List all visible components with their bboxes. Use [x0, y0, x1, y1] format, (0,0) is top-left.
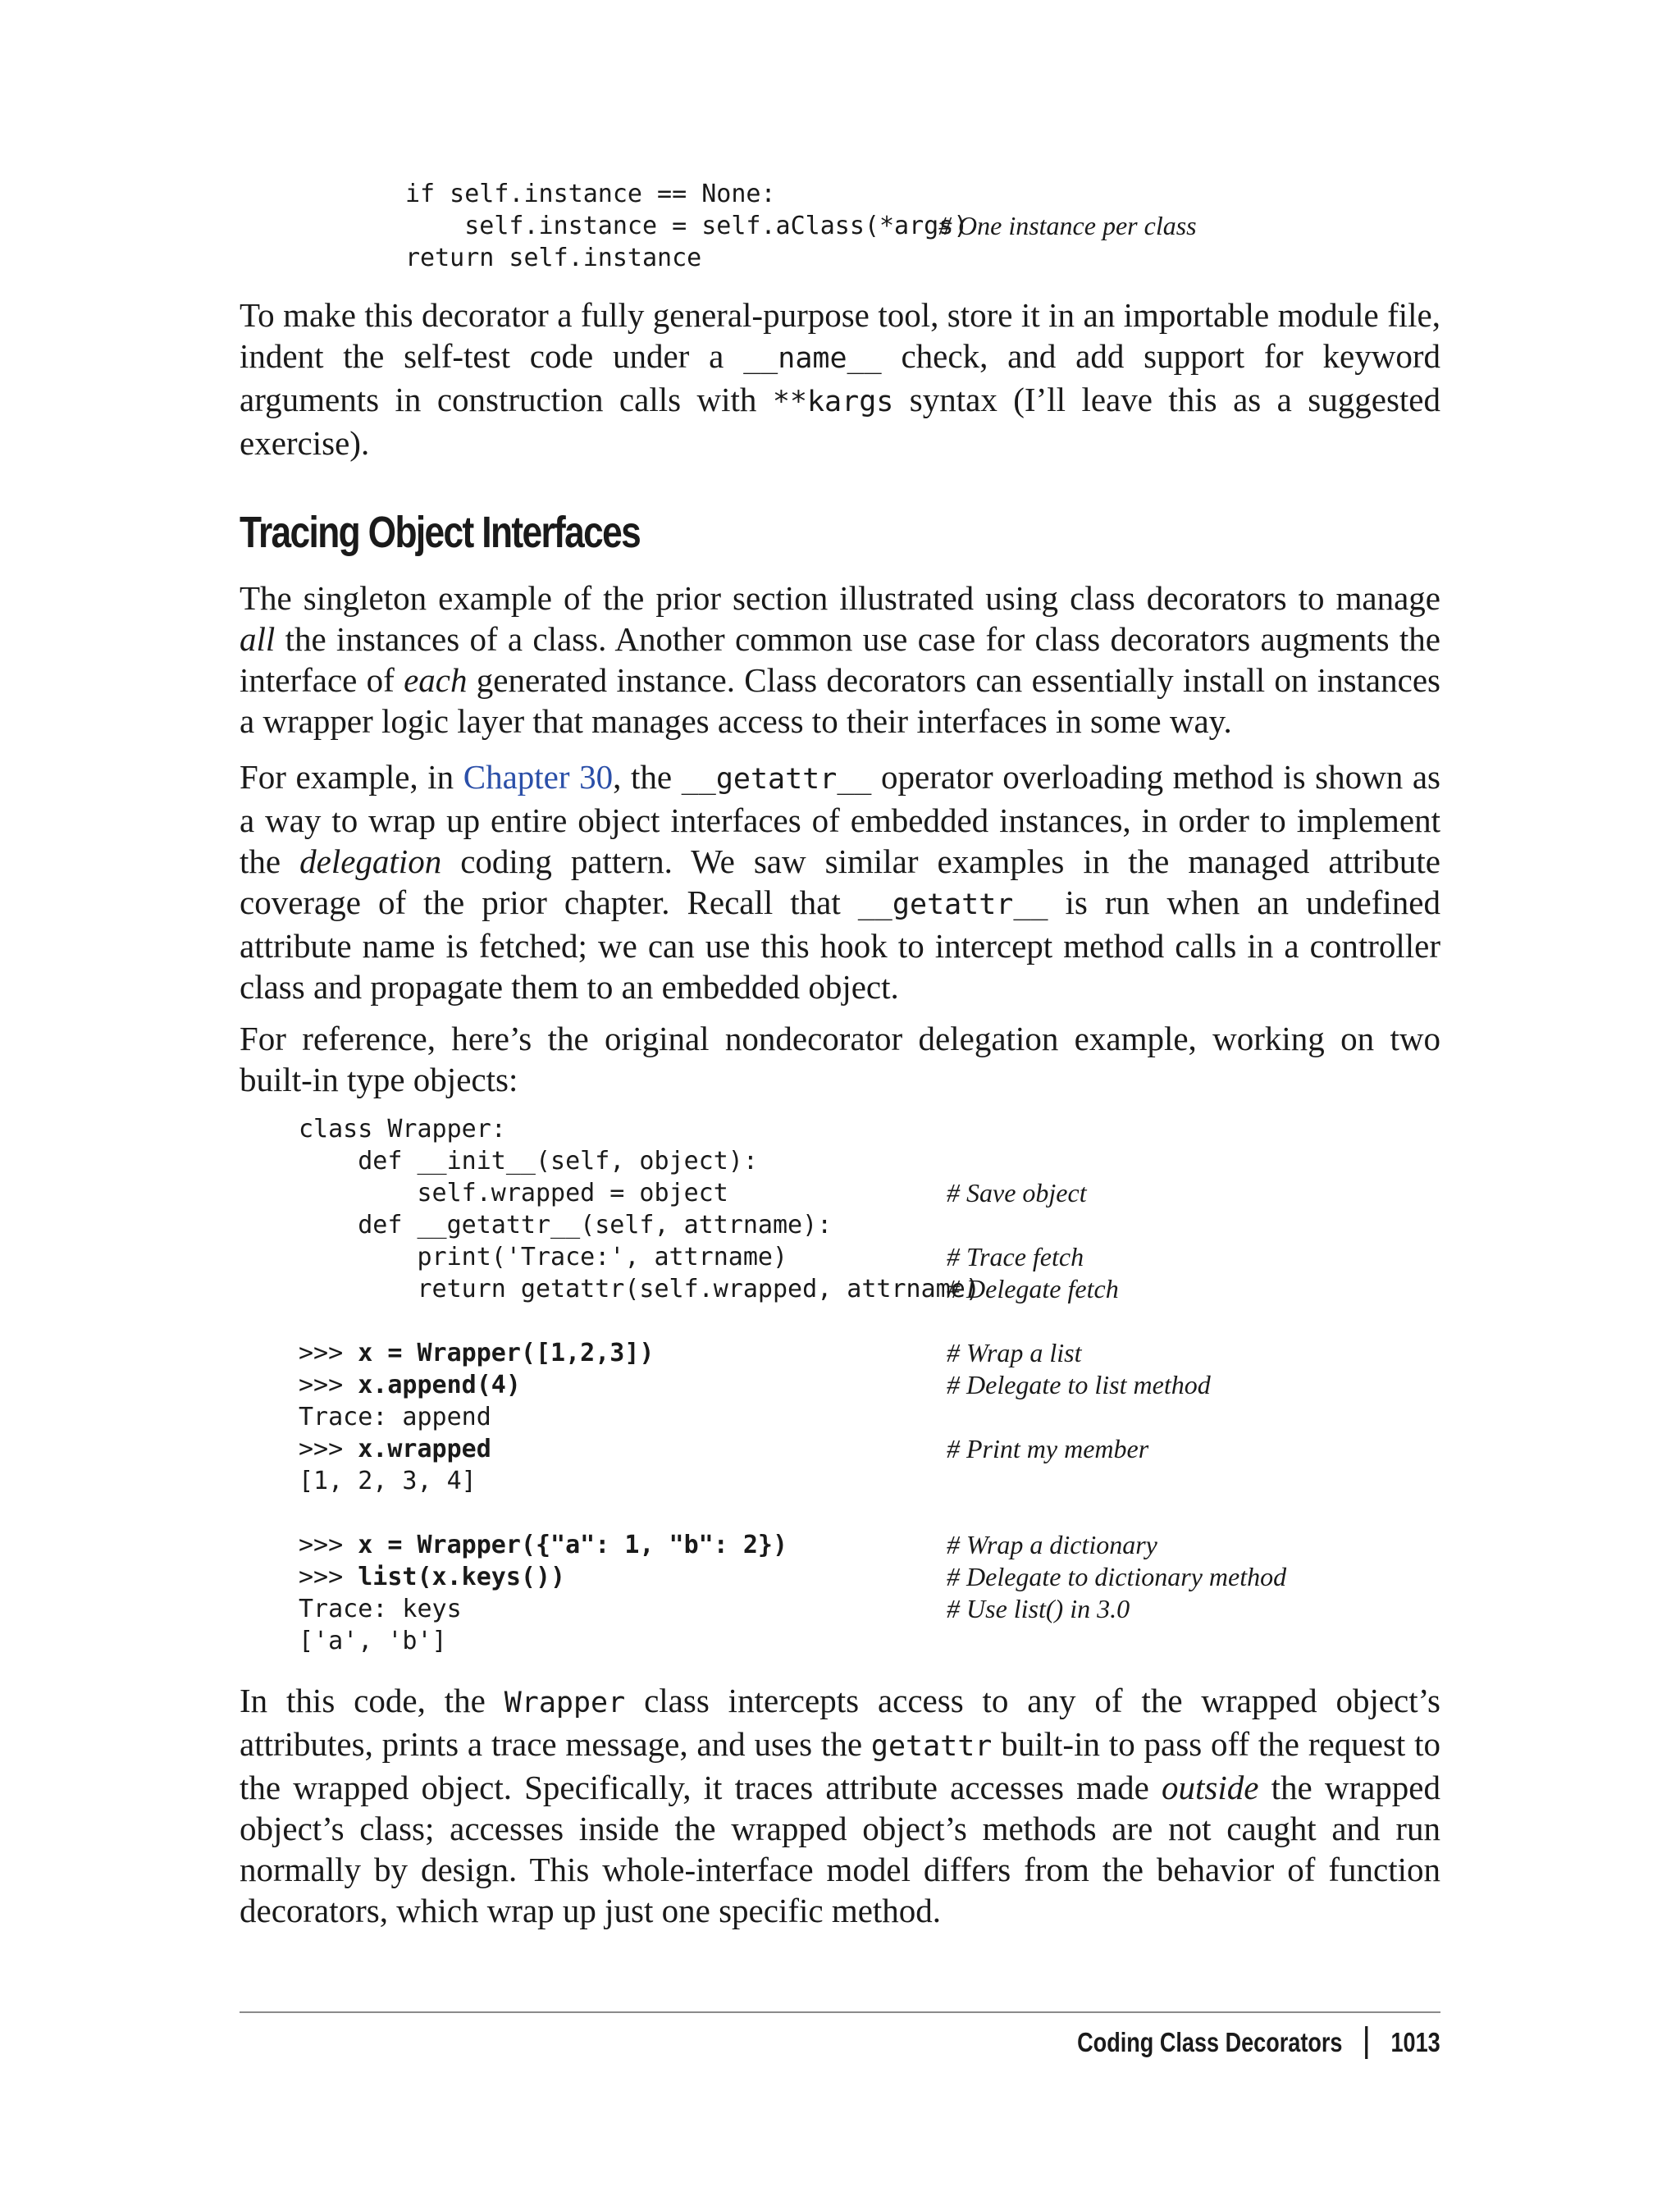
- inline-code-getattr-2: __getattr__: [857, 888, 1048, 921]
- code-content: Trace: keys: [299, 1595, 462, 1623]
- paragraph-getattr-delegation: For example, in Chapter 30, the __getattr__ operator overloading method is shown as a way to wrap up entire object interfaces of embedded instances, in order to implement the delegation coding pattern. We saw similar examples in the managed attribute coverage of the prior chapter. Recall that __getattr__ is run when an undefined attribute name is fetched; we can use this hook to intercept method calls in a controller class and propagate them to an embedded object.: [240, 758, 1440, 1006]
- code-comment: # Save object: [947, 1178, 1087, 1208]
- code-text: [299, 1113, 506, 1145]
- code-line: [299, 1497, 1440, 1529]
- code-text: [299, 1145, 758, 1177]
- repl-input: x = Wrapper([1,2,3]): [358, 1339, 655, 1367]
- paragraph-general-purpose-tool: To make this decorator a fully general-purpose tool, store it in an importable module file, indent the self-test code under a __name__ check, and add support for keyword arguments in construction calls with **kargs syntax (I’ll leave this as a suggested exercise).: [240, 296, 1440, 462]
- code-text: [405, 242, 701, 274]
- code-comment: # Wrap a list: [947, 1338, 1082, 1367]
- repl-prompt: >>>: [299, 1563, 358, 1591]
- code-line: [299, 1401, 1440, 1433]
- inline-code-name: __name__: [743, 342, 882, 375]
- code-line: [299, 1337, 1440, 1369]
- code-line: [405, 210, 1440, 242]
- code-content: print('Trace:', attrname): [299, 1243, 788, 1271]
- code-line: [299, 1209, 1440, 1241]
- footer-divider: [240, 2011, 1440, 2013]
- paragraph-wrapper-explanation: In this code, the Wrapper class intercepts access to any of the wrapped object’s attributes, prints a trace message, and uses the getattr built-in to pass off the request to the wrapped object. Specifically, it traces attribute accesses made outside the wrapped object’s class; accesses inside the wrapped object’s methods are not caught and run normally by design. This whole-interface model differs from the behavior of function decorators, which wrap up just one specific method.: [240, 1682, 1440, 1929]
- section-heading: Tracing Object Interfaces: [240, 508, 641, 557]
- code-line: [405, 178, 1440, 210]
- code-text: [299, 1561, 565, 1593]
- code-comment: # Use list() in 3.0: [947, 1594, 1130, 1623]
- footer-separator: [1366, 2026, 1368, 2059]
- code-line: [405, 242, 1440, 274]
- code-content: def __getattr__(self, attrname):: [299, 1211, 833, 1239]
- code-content: class Wrapper:: [299, 1115, 506, 1144]
- repl-input: list(x.keys()): [358, 1563, 566, 1591]
- code-text: [299, 1401, 491, 1433]
- code-line: [299, 1593, 1440, 1625]
- code-text: [299, 1337, 654, 1369]
- code-comment: # Print my member: [947, 1434, 1149, 1463]
- code-line: [299, 1305, 1440, 1337]
- repl-prompt: >>>: [299, 1435, 358, 1463]
- inline-code-getattr-builtin: getattr: [870, 1730, 993, 1763]
- code-text: [405, 210, 968, 242]
- code-comment: # One instance per class: [938, 211, 1197, 240]
- code-content: self.instance = self.aClass(*args): [405, 212, 969, 240]
- code-text: [299, 1241, 788, 1273]
- code-line: [299, 1145, 1440, 1177]
- repl-prompt: >>>: [299, 1531, 358, 1559]
- code-line: [299, 1177, 1440, 1209]
- code-text: [299, 1465, 477, 1497]
- footer-section-title: Coding Class Decorators: [1077, 2027, 1343, 2057]
- code-line: [299, 1273, 1440, 1305]
- code-line: [299, 1113, 1440, 1145]
- code-line: [299, 1625, 1440, 1657]
- code-block-singleton-tail: [405, 178, 1440, 274]
- code-content: def __init__(self, object):: [299, 1147, 758, 1176]
- inline-code-getattr: __getattr__: [681, 763, 872, 796]
- code-comment: # Delegate to dictionary method: [947, 1562, 1287, 1591]
- code-content: Trace: append: [299, 1403, 491, 1431]
- code-line: [299, 1433, 1440, 1465]
- code-content: return getattr(self.wrapped, attrname): [299, 1275, 980, 1303]
- code-comment: # Wrap a dictionary: [947, 1530, 1157, 1559]
- code-comment: # Trace fetch: [947, 1242, 1084, 1271]
- code-line: [299, 1561, 1440, 1593]
- code-content: [1, 2, 3, 4]: [299, 1467, 477, 1495]
- page-number: 1013: [1390, 2027, 1440, 2057]
- code-text: [405, 178, 776, 210]
- code-comment: # Delegate to list method: [947, 1370, 1211, 1399]
- inline-code-kargs: **kargs: [772, 386, 894, 418]
- repl-prompt: >>>: [299, 1339, 358, 1367]
- code-text: [299, 1209, 832, 1241]
- code-content: self.wrapped = object: [299, 1179, 728, 1208]
- code-text: [299, 1593, 462, 1625]
- paragraph-reference-example: For reference, here’s the original nondecorator delegation example, working on two built-in type objects:: [240, 1020, 1440, 1098]
- repl-input: x = Wrapper({"a": 1, "b": 2}): [358, 1531, 788, 1559]
- code-content: if self.instance == None:: [405, 180, 776, 208]
- code-comment: # Delegate fetch: [947, 1274, 1119, 1303]
- chapter-30-link[interactable]: Chapter 30: [463, 758, 614, 796]
- inline-code-wrapper: Wrapper: [504, 1687, 626, 1719]
- code-content: ['a', 'b']: [299, 1627, 447, 1655]
- repl-prompt: >>>: [299, 1371, 358, 1399]
- code-line: [299, 1369, 1440, 1401]
- code-text: [299, 1369, 521, 1401]
- paragraph-singleton-intro: The singleton example of the prior section illustrated using class decorators to manage all the instances of a class. Another common use case for class decorators augments the interface of each generated instance. Class decorators can essentially install on instances a wrapper logic layer that manages access to their interfaces in some way.: [240, 579, 1440, 740]
- code-text: [299, 1625, 447, 1657]
- code-line: [299, 1529, 1440, 1561]
- code-text: [299, 1177, 728, 1209]
- code-line: [299, 1465, 1440, 1497]
- page-footer: [1077, 2026, 1440, 2059]
- repl-input: x.append(4): [358, 1371, 521, 1399]
- code-block-wrapper-example: [299, 1113, 1440, 1657]
- code-content: return self.instance: [405, 244, 702, 272]
- code-text: [299, 1273, 980, 1305]
- repl-input: x.wrapped: [358, 1435, 491, 1463]
- code-line: [299, 1241, 1440, 1273]
- code-text: [299, 1529, 788, 1561]
- code-text: [299, 1433, 491, 1465]
